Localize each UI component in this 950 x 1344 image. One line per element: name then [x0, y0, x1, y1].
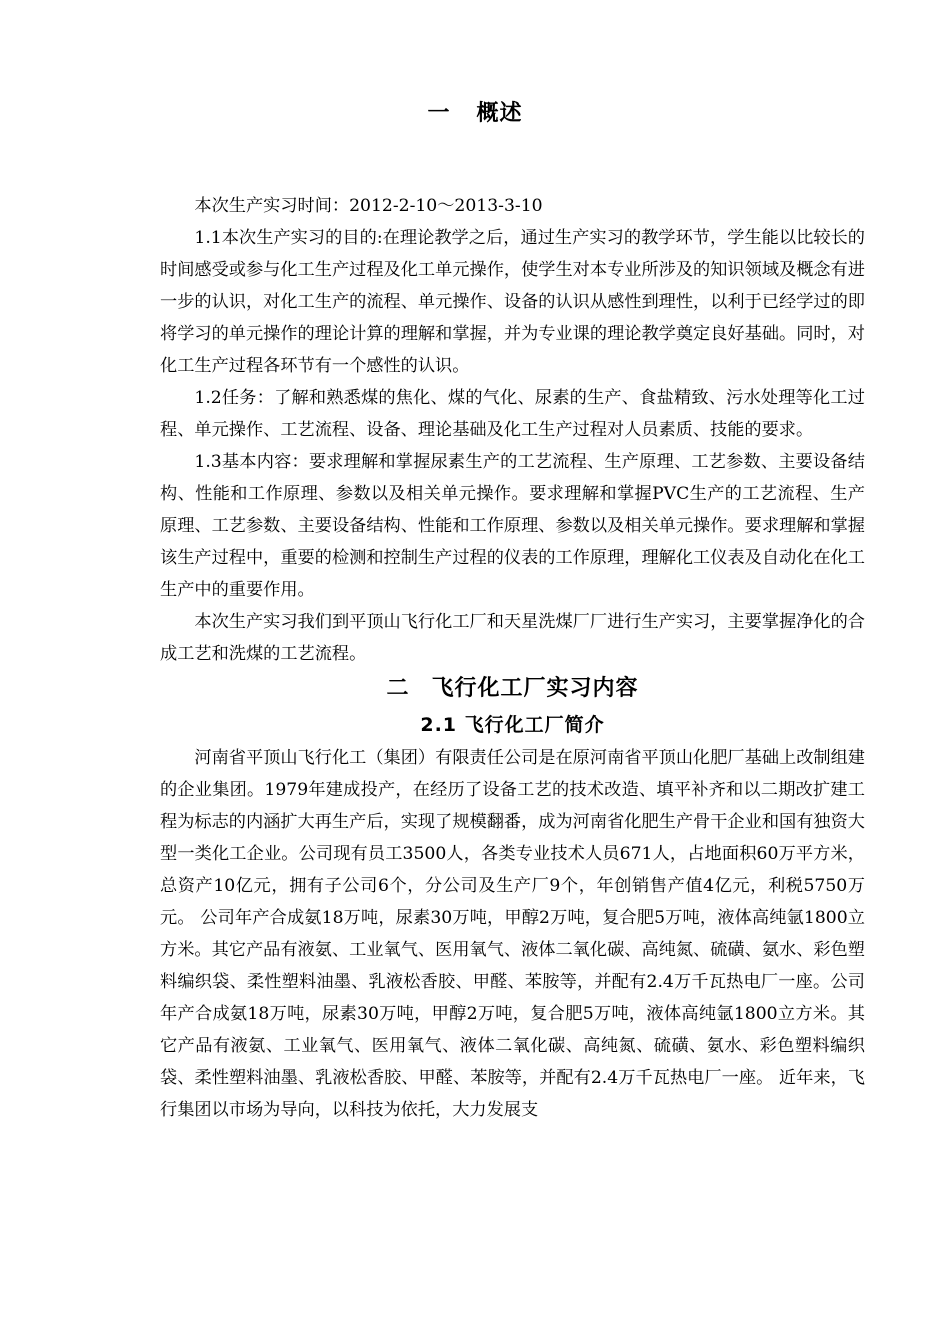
content-paragraph: 1.3基本内容：要求理解和掌握尿素生产的工艺流程、生产原理、工艺参数、主要设备结构、性能和工作原理、参数以及相关单元操作。要求理解和掌握PVC生产的工艺流程、生产原理、工艺参数、主要设备结构、性能和工作原理、参数以及相关单元操作。要求理解和掌握该生产过程中，重要的检测和控制生产过程的仪表的工作原理，理解化工仪表及自动化在化工生产中的重要作用。 — [160, 452, 865, 600]
purpose-paragraph: 1.1本次生产实习的目的:在理论教学之后，通过生产实习的教学环节，学生能以比较长的时间感受或参与化工生产过程及化工单元操作，使学生对本专业所涉及的知识领域及概念有进一步的认识，对化工生产的流程、单元操作、设备的认识从感性到理性，以利于已经学过的即将学习的单元操作的理论计算的理解和掌握，并为专业课的理论教学奠定良好基础。同时，对化工生产过程各环节有一个感性的认识。 — [160, 228, 865, 376]
section-2-title: 飞行化工厂实习内容 — [431, 676, 639, 701]
section-2-heading — [160, 670, 865, 708]
practice-time-paragraph: 本次生产实习时间：2012-2-10～2013-3-10 — [194, 196, 543, 216]
location-paragraph: 本次生产实习我们到平顶山飞行化工厂和天星洗煤厂厂进行生产实习，主要掌握净化的合成工艺和洗煤的工艺流程。 — [160, 612, 865, 664]
section-1-heading — [0, 96, 950, 136]
section-1-title: 概述 — [476, 101, 523, 126]
section-2-number: 二 — [386, 676, 410, 701]
company-intro-paragraph: 河南省平顶山飞行化工（集团）有限责任公司是在原河南省平顶山化肥厂基础上改制组建的企业集团。1979年建成投产，在经历了设备工艺的技术改造、填平补齐和以二期改扩建工程为标志的内涵扩大再生产后，实现了规模翻番，成为河南省化肥生产骨干企业和国有独资大型一类化工企业。公司现有员工3500人，各类专业技术人员671人，占地面积60万平方米，总资产10亿元，拥有子公司6个，分公司及生产厂9个，年创销售产值4亿元，利税5750万元。 公司年产合成氨18万吨，尿素30万吨，甲醇2万吨，复合肥5万吨，液体高纯氩1800立方米。其它产品有液氨、工业氧气、医用氧气、液体二氧化碳、高纯氮、硫磺、氨水、彩色塑料编织袋、柔性塑料油墨、乳液松香胶、甲醛、苯胺等，并配有2.4万千瓦热电厂一座。公司年产合成氨18万吨，尿素30万吨，甲醇2万吨，复合肥5万吨，液体高纯氩1800立方米。其它产品有液氨、工业氧气、医用氧气、液体二氧化碳、高纯氮、硫磺、氨水、彩色塑料编织袋、柔性塑料油墨、乳液松香胶、甲醛、苯胺等，并配有2.4万千瓦热电厂一座。 近年来，飞行集团以市场为导向，以科技为依托，大力发展支 — [160, 748, 865, 1120]
document-body — [160, 190, 865, 1126]
task-paragraph: 1.2任务：了解和熟悉煤的焦化、煤的气化、尿素的生产、食盐精致、污水处理等化工过程、单元操作、工艺流程、设备、理论基础及化工生产过程对人员素质、技能的要求。 — [160, 388, 865, 440]
subsection-2-1-heading: 2.1 飞行化工厂简介 — [420, 714, 605, 736]
section-1-number: 一 — [427, 101, 451, 126]
